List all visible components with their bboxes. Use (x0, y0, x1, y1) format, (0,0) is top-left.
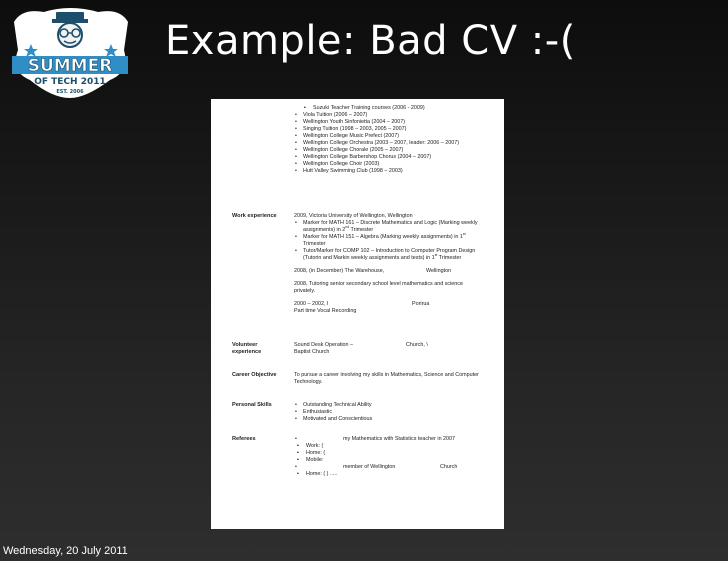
summer-of-tech-logo (6, 4, 134, 100)
contact-line: ▪ Mobile: (294, 457, 484, 464)
list-item: • my Mathematics with Statistics teacher in 2007 (294, 436, 484, 443)
job-line: 2000 – 2002, I Porirua (294, 301, 430, 308)
list-item: • Wellington College Music Prefect (2007) (294, 133, 484, 140)
list-item: • Wellington College Chorale (2005 – 2007) (294, 147, 484, 154)
job-line: Part time Vocal Recording (294, 308, 357, 315)
job-line: 2008, (in December) The Warehouse, Wellington (294, 268, 452, 275)
list-item: • Motivated and Conscientious (294, 416, 484, 423)
list-item: • Marker for MATH 161 – Discrete Mathematics and Logic (Marking weekly assignments) in 2nd Trimester (294, 220, 484, 234)
list-item: • Tutor/Marker for COMP 102 – Introduction to Computer Program Design (Tutorin and Markin weekly assignments and tests) in 1st Trimester (294, 248, 484, 262)
job-heading: 2009, Victoria University of Wellington, Wellington (294, 213, 413, 219)
contact-line: ▪ Home: ( (294, 450, 484, 457)
list-item: • Outstanding Technical Ability (294, 402, 484, 409)
slide-date: Wednesday, 20 July 2011 (3, 545, 128, 557)
slide-title: Example: Bad CV :-( (165, 18, 576, 64)
list-item: • Enthusiastic (294, 409, 484, 416)
list-item: • Hutt Valley Swimming Club (1998 – 2003) (294, 168, 484, 175)
objective-text: To pursue a career involving my skills in Mathematics, Science and Computer Technology. (294, 372, 479, 386)
volunteer-line: Baptist Church (294, 349, 330, 356)
job-line: 2008, Tutoring senior secondary school level mathematics and science privately. (294, 281, 463, 295)
section-label: Personal Skills (232, 402, 272, 408)
list-item: • Marker for MATH 151 – Algebra (Marking weekly assignments) in 1st Trimester (294, 234, 484, 248)
section-label: Volunteer (232, 342, 258, 348)
volunteer-line: Sound Desk Operation – Church, \ (294, 342, 428, 348)
contact-line: ▪ Work: ( (294, 443, 484, 450)
list-item: • Wellington College Barbershop Chorus (2004 – 2007) (294, 154, 484, 161)
contact-line: ▪ Home: ( ) ..... (294, 471, 484, 478)
list-item: • Wellington College Choir (2003) (294, 161, 484, 168)
section-label: Referees (232, 436, 256, 442)
list-item: • Wellington College Orchestra (2003 – 2007, leader: 2006 – 2007) (294, 140, 484, 147)
cv-document-image (211, 99, 504, 529)
list-item: • Viola Tuition (2006 – 2007) (294, 112, 484, 119)
list-item: • Wellington Youth Sinfonietta (2004 – 2007) (294, 119, 484, 126)
logo-summer-text: SUMMER (27, 56, 113, 76)
logo-of-tech-text: OF TECH 2011 (34, 77, 106, 87)
logo-est-text: EST. 2006 (56, 89, 84, 95)
section-label: Work experience (232, 213, 277, 219)
section-label: Career Objective (232, 372, 277, 378)
list-item: • member of Wellington Church (294, 464, 484, 471)
section-label: experience (232, 349, 262, 356)
list-item: ▪ Suzuki Teacher Training courses (2006 - 2009) (301, 105, 484, 112)
list-item: • Singing Tuition (1998 – 2003, 2005 – 2007) (294, 126, 484, 133)
